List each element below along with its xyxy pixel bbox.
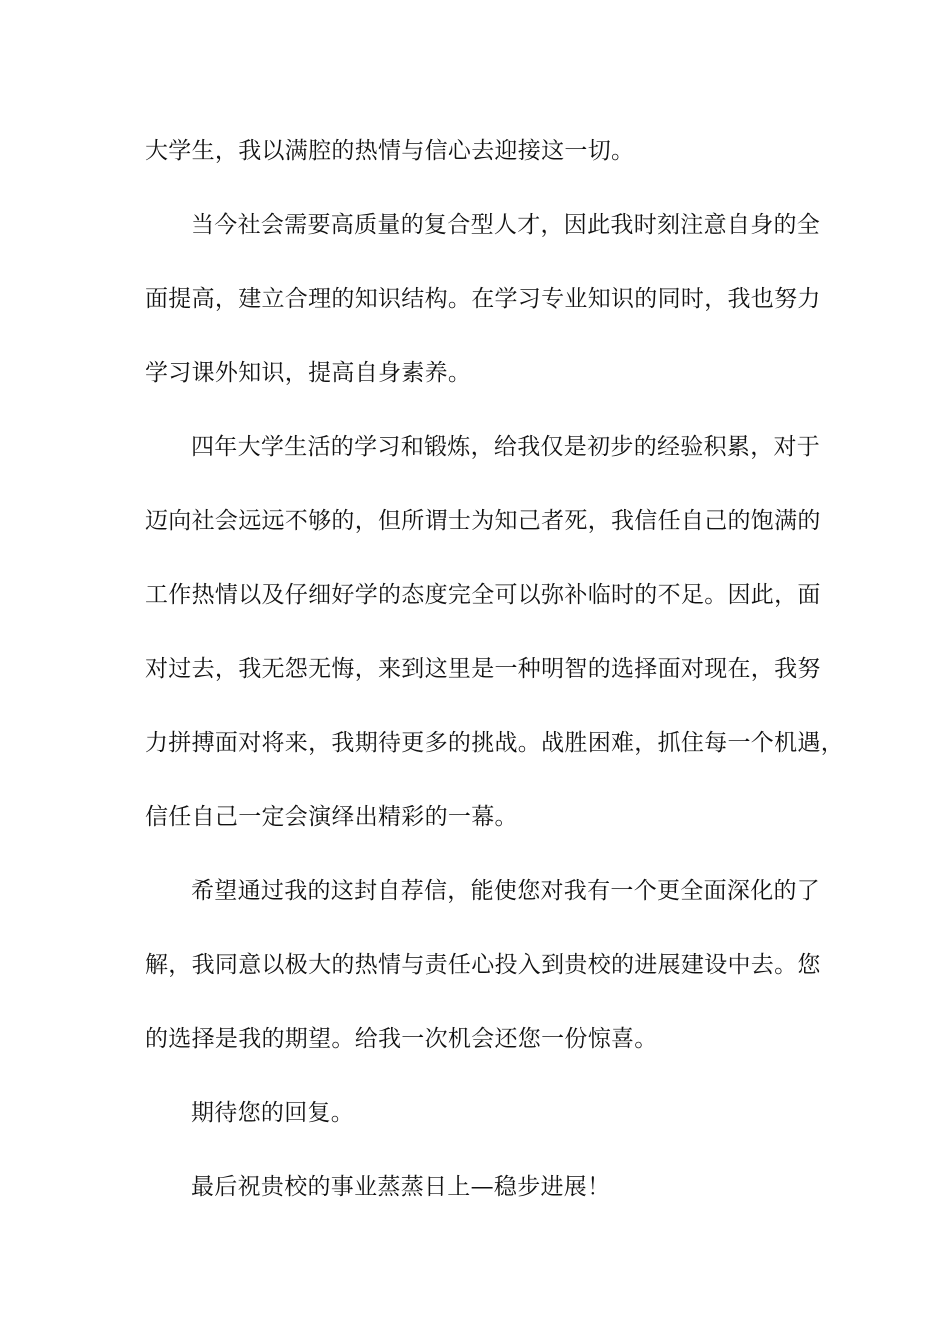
text-line: 迈向社会远远不够的，但所谓士为知己者死，我信任自己的饱满的 xyxy=(145,508,821,534)
paragraph-first-line: 四年大学生活的学习和锻炼，给我仅是初步的经验积累，对于 xyxy=(191,434,821,460)
text-line: 学习课外知识，提高自身素养。 xyxy=(145,360,472,386)
paragraph-first-line: 期待您的回复。 xyxy=(191,1100,355,1126)
paragraph-first-line: 最后祝贵校的事业蒸蒸日上—稳步进展！ xyxy=(191,1174,611,1200)
text-line: 的选择是我的期望。给我一次机会还您一份惊喜。 xyxy=(145,1026,658,1052)
text-line: 力拼搏面对将来，我期待更多的挑战。战胜困难，抓住每一个机遇， xyxy=(145,730,844,756)
text-line: 信任自己一定会演绎出精彩的一幕。 xyxy=(145,804,518,830)
text-line: 工作热情以及仔细好学的态度完全可以弥补临时的不足。因此，面 xyxy=(145,582,821,608)
text-line: 解，我同意以极大的热情与责任心投入到贵校的进展建设中去。您 xyxy=(145,952,821,978)
paragraph-first-line: 当今社会需要高质量的复合型人才，因此我时刻注意自身的全 xyxy=(191,212,821,238)
paragraph-first-line: 希望通过我的这封自荐信，能使您对我有一个更全面深化的了 xyxy=(191,878,821,904)
text-line: 大学生，我以满腔的热情与信心去迎接这一切。 xyxy=(145,138,635,164)
text-line: 对过去，我无怨无悔，来到这里是一种明智的选择面对现在，我努 xyxy=(145,656,821,682)
text-line: 面提高，建立合理的知识结构。在学习专业知识的同时，我也努力 xyxy=(145,286,821,312)
